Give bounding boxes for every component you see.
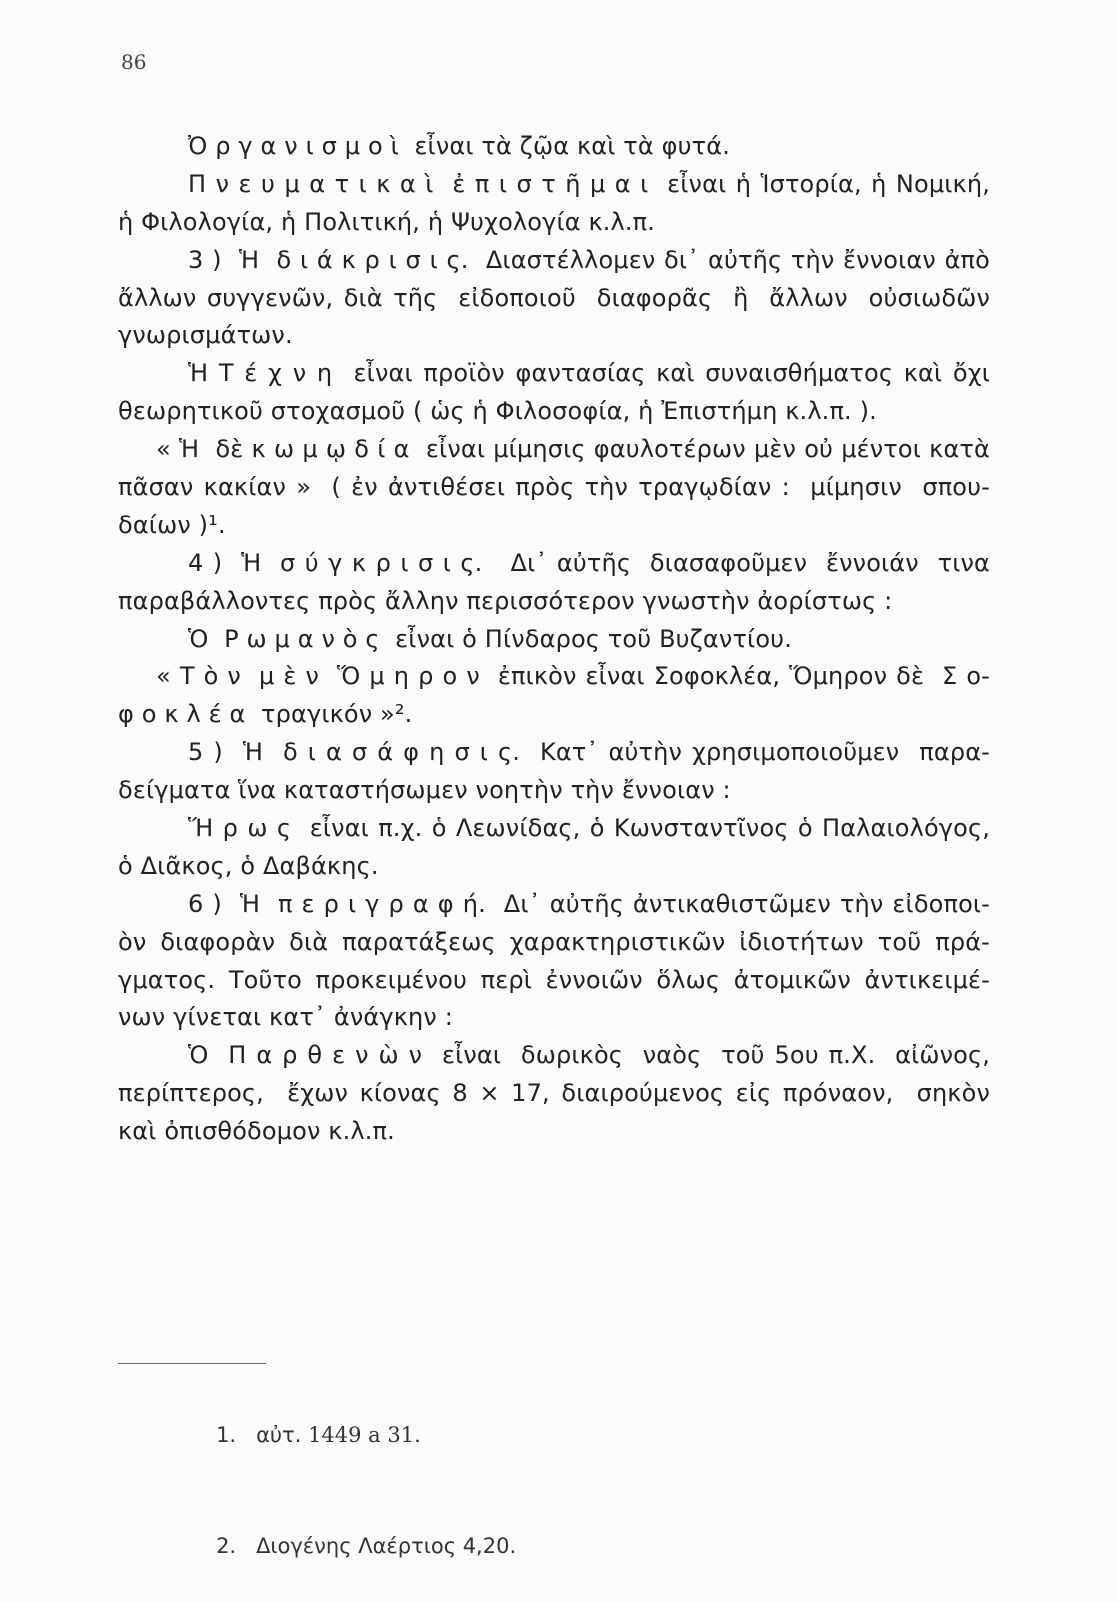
text-line: 6 ) Ἡ π ε ρ ι γ ρ α φ ή. Δι᾽ αὐτῆς ἀντικαθιστῶμεν τὴν εἰδοποι- <box>188 889 990 918</box>
text-line: καὶ ὀπισθόδομον κ.λ.π. <box>118 1117 395 1146</box>
text-line: γματος. Τοῦτο προκειμένου περὶ ἐννοιῶν ὅλως ἀτομικῶν ἀντικειμέ- <box>118 965 990 994</box>
text-line: ὁ Διᾶκος, ὁ Δαβάκης. <box>118 851 379 880</box>
text-line: Ὁ Ρ ω μ α ν ὸ ς εἶναι ὁ Πίνδαρος τοῦ Βυζαντίου. <box>188 624 792 653</box>
text-line: ὸν διαφορὰν διὰ παρατάξεως χαρακτηριστικῶν ἰδιοτήτων τοῦ πρά- <box>118 927 990 956</box>
main-text <box>118 128 990 1151</box>
text-line: ἄλλων συγγενῶν, διὰ τῆς εἰδοποιοῦ διαφορᾶς ἢ ἄλλων οὐσιωδῶν <box>118 283 990 312</box>
text-line: ἡ Φιλολογία, ἡ Πολιτική, ἡ Ψυχολογία κ.λ.π. <box>118 207 656 236</box>
text-line: 4 ) Ἡ σ ύ γ κ ρ ι σ ι ς. Δι᾽ αὐτῆς διασαφοῦμεν ἔννοιάν τινα <box>188 548 990 577</box>
text-line: Π ν ε υ μ α τ ι κ α ὶ ἐ π ι σ τ ῆ μ α ι εἶναι ἡ Ἱστορία, ἡ Νομική, <box>188 169 990 198</box>
text-line: Ὀ ρ γ α ν ι σ μ ο ὶ εἶναι τὰ ζῷα καὶ τὰ φυτά. <box>188 132 730 160</box>
text-line: θεωρητικοῦ στοχασμοῦ ( ὡς ἡ Φιλοσοφία, ἡ Ἐπιστήμη κ.λ.π. ). <box>118 397 877 426</box>
text-line: 5 ) Ἡ δ ι α σ ά φ η σ ι ς. Κατ᾽ αὐτὴν χρησιμοποιοῦμεν παρα- <box>188 738 990 767</box>
text-line: « Τ ὸ ν μ ὲ ν Ὅ μ η ρ ο ν ἐπικὸν εἶναι Σοφοκλέα, Ὅμηρον δὲ Σ ο- <box>156 662 990 691</box>
text-line: φ ο κ λ έ α τραγικόν »². <box>118 700 413 729</box>
footnote-reference: 1449 a 31. <box>308 1423 421 1447</box>
text-line: πᾶσαν κακίαν » ( ἐν ἀντιθέσει πρὸς τὴν τραγῳδίαν : μίμησιν σπου- <box>118 473 990 502</box>
text-line: Ἡ Τ έ χ ν η εἶναι προϊὸν φαντασίας καὶ συναισθήματος καὶ ὄχι <box>188 359 990 388</box>
footnote-text: αὐτ. <box>256 1423 309 1447</box>
text-line: 3 ) Ἡ δ ι ά κ ρ ι σ ι ς. Διαστέλλομεν δι᾽ αὐτῆς τὴν ἔννοιαν ἀπὸ <box>188 245 990 274</box>
page-number: 86 <box>121 50 147 74</box>
text-line: Ὁ Π α ρ θ ε ν ὼ ν εἶναι δωρικὸς ναὸς τοῦ 5ου π.Χ. αἰῶνος, <box>188 1041 990 1070</box>
text-line: Ἥ ρ ω ς εἶναι π.χ. ὁ Λεωνίδας, ὁ Κωνσταντῖνος ὁ Παλαιολόγος, <box>188 814 990 843</box>
text-line: νων γίνεται κατ᾽ ἀνάγκην : <box>118 1003 453 1032</box>
footnote-number: 2. <box>216 1534 237 1558</box>
footnote-rule <box>118 1363 266 1364</box>
text-line: παραβάλλοντες πρὸς ἄλλην περισσότερον γνωστὴν ἀορίστως : <box>118 586 893 615</box>
text-line: γνωρισμάτων. <box>118 321 293 350</box>
footnotes <box>176 1380 516 1602</box>
text-line: περίπτερος, ἔχων κίονας 8 × 17, διαιρούμενος εἰς πρόναον, σηκὸν <box>118 1079 990 1108</box>
footnote <box>176 1491 516 1602</box>
text-line: δείγματα ἵνα καταστήσωμεν νοητὴν τὴν ἔννοιαν : <box>118 776 731 805</box>
footnote-number: 1. <box>216 1423 237 1447</box>
text-line: δαίων )¹. <box>118 510 226 539</box>
footnote-text: Διογένης Λαέρτιος 4,20. <box>256 1534 517 1558</box>
footnote <box>176 1380 516 1491</box>
text-line: « Ἡ δὲ κ ω μ ῳ δ ί α εἶναι μίμησις φαυλοτέρων μὲν οὐ μέντοι κατὰ <box>156 435 990 464</box>
